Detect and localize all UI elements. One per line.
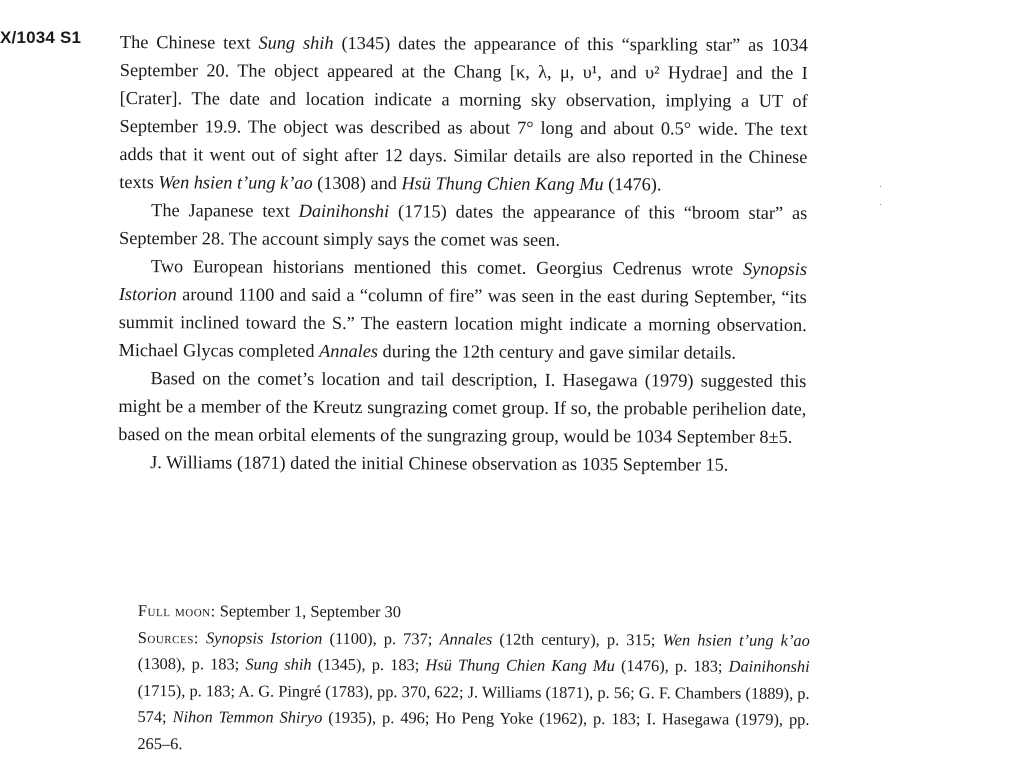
main-text xyxy=(118,28,808,479)
italic-title: Sung shih xyxy=(245,654,312,674)
text-run: (1715) dates the appearance of this “broom star” as September 28. The account simply says the comet was seen. xyxy=(119,201,808,250)
italic-title: Hsü Thung Chien Kang Mu xyxy=(425,655,615,676)
text-run: Two European historians mentioned this comet. Georgius Cedrenus wrote xyxy=(150,256,744,279)
italic-title: Dainihonshi xyxy=(728,656,810,676)
full-moon-label: Full moon: xyxy=(137,601,216,621)
text-run: (1308), p. 183; xyxy=(137,653,246,674)
paragraph xyxy=(119,196,807,255)
italic-title: Nihon Temmon Shiryo xyxy=(172,707,323,727)
text-run: (1100), p. 737; xyxy=(322,628,440,648)
sources-text xyxy=(137,628,810,753)
italic-title: Synopsis Istorion xyxy=(118,258,807,305)
text-run: during the 12th century and gave similar details. xyxy=(377,341,736,363)
italic-title: Sung shih xyxy=(258,32,334,53)
text-run: (12th century), p. 315; xyxy=(492,629,663,649)
paragraph xyxy=(119,252,807,367)
notes xyxy=(137,598,810,760)
scan-speck xyxy=(880,204,881,205)
italic-title: Wen hsien t’ung k’ao xyxy=(158,172,313,193)
text-run: (1935), p. 496; Ho Peng Yoke (1962), p. 183; I. Hasegawa (1979), pp. 265–6. xyxy=(137,707,810,753)
italic-title: Annales xyxy=(319,340,379,362)
text-run: (1715), p. 183; A. G. Pingré (1783), pp. 370, 622; J. Williams (1871), p. 56; G. F. Chambers (1889), p. 574; xyxy=(137,680,810,727)
text-run: J. Williams (1871) dated the initial Chinese observation as 1035 September 15. xyxy=(150,452,729,475)
full-moon-line xyxy=(138,598,810,627)
text-run: (1345), p. 183; xyxy=(311,654,426,675)
italic-title: Synopsis Istorion xyxy=(205,627,323,648)
text-run: The Chinese text xyxy=(119,31,259,53)
text-run: (1476). xyxy=(603,174,662,195)
italic-title: Dainihonshi xyxy=(298,200,390,222)
entry-id: X/1034 S1 xyxy=(0,28,82,47)
scan-speck xyxy=(880,186,881,187)
text-run: The Japanese text xyxy=(151,200,299,221)
sources-line xyxy=(137,624,810,759)
text-run: Based on the comet’s location and tail description, I. Hasegawa (1979) suggested this might be a member of the Kreutz sungrazing comet group. If so, the probable perihelion date, based on the mean orbital elements of the sungrazing group, would be 1034 September 8±5. xyxy=(118,368,807,447)
text-run: (1476), p. 183; xyxy=(614,656,729,676)
italic-title: Hsü Thung Chien Kang Mu xyxy=(401,173,604,195)
sources-label: Sources: xyxy=(137,627,199,647)
text-run: around 1100 and said a “column of fire” was seen in the east during September, “its summit inclined toward the S.” The eastern location might indicate a morning observation. Michael Glycas completed xyxy=(118,284,807,361)
paragraph xyxy=(118,364,806,451)
italic-title: Annales xyxy=(439,628,493,649)
text-run: (1308) and xyxy=(312,172,402,194)
paragraph xyxy=(118,448,806,479)
italic-title: Wen hsien t’ung k’ao xyxy=(662,629,810,650)
paragraph xyxy=(119,28,808,199)
text-run: (1345) dates the appearance of this “sparkling star” as 1034 September 20. The object appeared at the Chang [κ, λ, μ, υ¹, and υ² Hydrae] and the I [Crater]. The date and location indicate a morning sky observation, implying a UT of September 19.9. The object was described as about 7° long and about 0.5° wide. The text adds that it went out of sight after 12 days. Similar details are also reported in the Chinese texts xyxy=(119,32,808,193)
full-moon-text: September 1, September 30 xyxy=(215,601,402,622)
